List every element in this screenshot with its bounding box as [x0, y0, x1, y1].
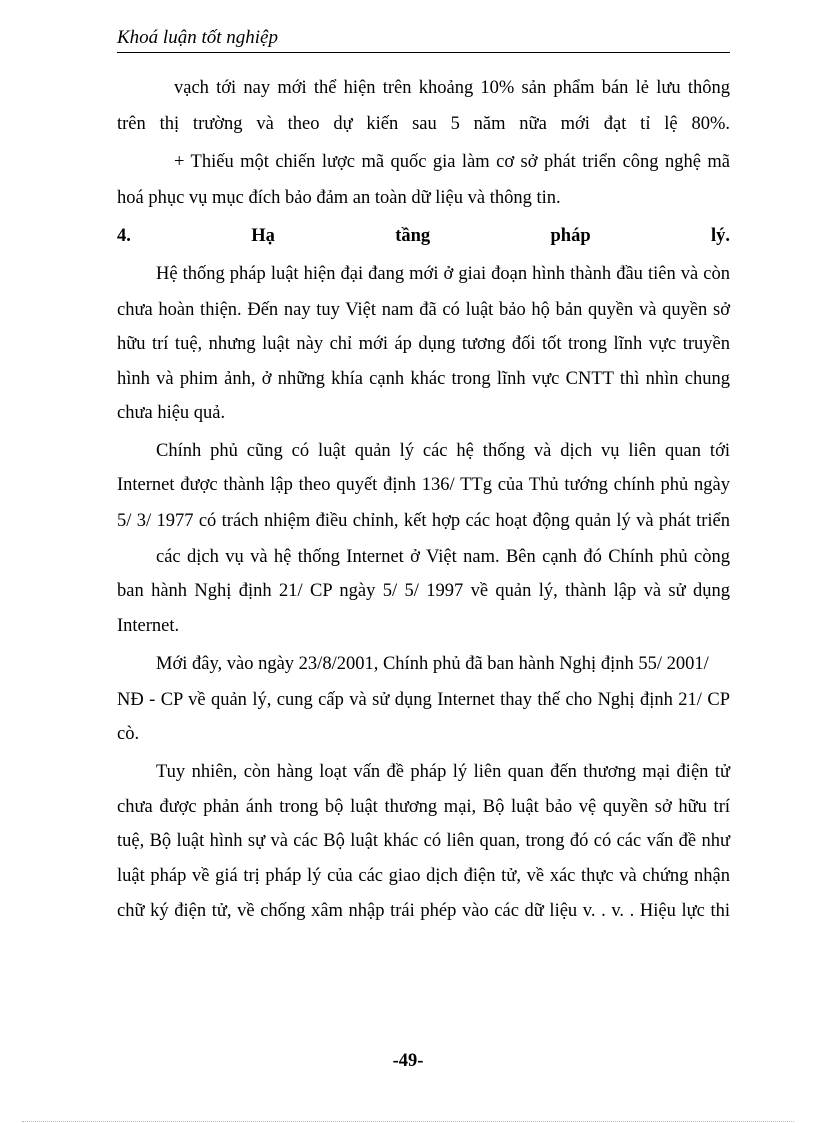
text-line: tuệ, Bộ luật hình sự và các Bộ luật khác có liên quan, trong đó có các vấn đề như	[117, 831, 730, 851]
section-number: 4.	[117, 226, 131, 246]
text-line: NĐ - CP về quản lý, cung cấp và sử dụng Internet thay thế cho Nghị định 21/ CP	[117, 690, 730, 710]
heading-word: lý.	[710, 226, 730, 246]
page-number: -49-	[392, 1051, 424, 1071]
text-line: Internet.	[117, 616, 180, 636]
text-line: Internet được thành lập theo quyết định 136/ TTg của Thủ tướng chính phủ ngày	[117, 475, 730, 495]
section-heading	[117, 224, 730, 248]
heading-word: tầng	[395, 226, 431, 246]
text-line: luật pháp về giá trị pháp lý của các giao dịch điện tử, về xác thực và chứng nhận	[117, 866, 730, 886]
text-line: hoá phục vụ mục đích bảo đảm an toàn dữ liệu và thông tin.	[117, 188, 561, 208]
text-line: chưa hoàn thiện. Đến nay tuy Việt nam đã có luật bảo hộ bản quyền và quyền sở	[117, 300, 730, 320]
header-rule	[117, 52, 730, 53]
heading-word: pháp	[550, 226, 591, 246]
text-line: + Thiếu một chiến lược mã quốc gia làm cơ sở phát triển công nghệ mã	[174, 152, 730, 172]
text-line: Hệ thống pháp luật hiện đại đang mới ở giai đoạn hình thành đầu tiên và còn	[156, 264, 730, 284]
text-line: các dịch vụ và hệ thống Internet ở Việt nam. Bên cạnh đó Chính phủ còng	[156, 547, 730, 567]
text-line: Chính phủ cũng có luật quản lý các hệ thống và dịch vụ liên quan tới	[156, 441, 730, 461]
page-bottom-border	[22, 1121, 794, 1122]
text-line: 5/ 3/ 1977 có trách nhiệm điều chỉnh, kết hợp các hoạt động quản lý và phát triển	[117, 511, 730, 531]
text-line: trên thị trường và theo dự kiến sau 5 năm nữa mới đạt tỉ lệ 80%.	[117, 114, 730, 134]
text-line: Tuy nhiên, còn hàng loạt vấn đề pháp lý liên quan đến thương mại điện tử	[156, 762, 730, 782]
text-line: hình và phim ảnh, ở những khía cạnh khác trong lĩnh vực CNTT thì nhìn chung	[117, 369, 730, 389]
heading-word: Hạ	[251, 226, 275, 246]
text-line: ban hành Nghị định 21/ CP ngày 5/ 5/ 1997 về quản lý, thành lập và sử dụng	[117, 581, 730, 601]
running-header: Khoá luận tốt nghiệp	[117, 27, 278, 48]
text-line: chữ ký điện tử, về chống xâm nhập trái phép vào các dữ liệu v. . v. . Hiệu lực thi	[117, 901, 730, 921]
text-line: vạch tới nay mới thể hiện trên khoảng 10% sản phẩm bán lẻ lưu thông	[174, 78, 730, 98]
text-line: chưa hiệu quả.	[117, 403, 226, 423]
text-line: chưa được phản ánh trong bộ luật thương mại, Bộ luật bảo vệ quyền sở hữu trí	[117, 797, 730, 817]
text-line: hữu trí tuệ, nhưng luật này chỉ mới áp dụng tương đối tốt trong lĩnh vực truyền	[117, 334, 730, 354]
text-line: cò.	[117, 724, 140, 744]
text-line: Mới đây, vào ngày 23/8/2001, Chính phủ đã ban hành Nghị định 55/ 2001/	[156, 654, 709, 674]
